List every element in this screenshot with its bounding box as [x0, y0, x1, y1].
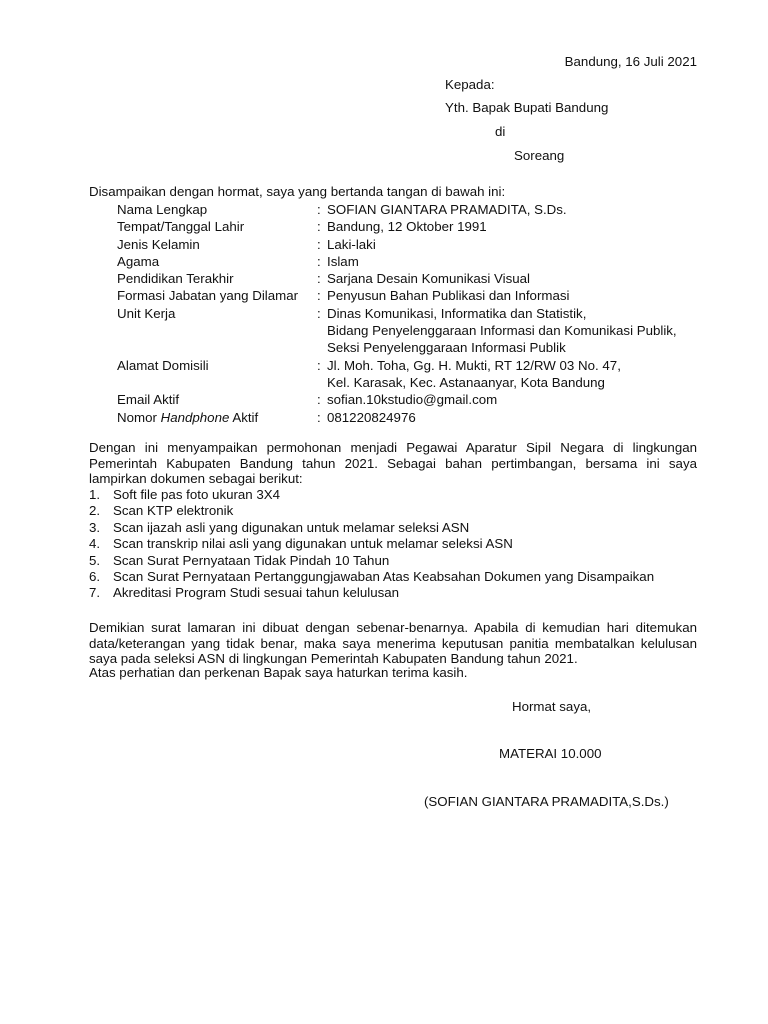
identity-colon: : [317, 219, 321, 235]
identity-row-work-unit [117, 305, 717, 357]
list-item [89, 552, 709, 568]
statement-paragraph: Demikian surat lamaran ini dibuat dengan sebenar-benarnya. Apabila di kemudian hari ditemukan data/keterangan yang tidak benar, maka saya menerima keputusan panitia membatalkan kelulusan saya pada seleksi ASN di lingkungan Pemerintah Kabupaten Bandung tahun 2021. [89, 620, 697, 666]
identity-label: Formasi Jabatan yang Dilamar [117, 288, 299, 304]
identity-value: Seksi Penyelenggaraan Informasi Publik [327, 340, 566, 356]
identity-colon: : [317, 271, 321, 287]
identity-label-prefix: Nomor [117, 409, 161, 425]
recipient-name: Yth. Bapak Bupati Bandung [445, 100, 609, 115]
identity-value-group [327, 305, 717, 357]
identity-label-suffix: Aktif [229, 409, 259, 425]
identity-value: Jl. Moh. Toha, Gg. H. Mukti, RT 12/RW 03 No. 47, [327, 357, 621, 373]
list-item [89, 568, 709, 584]
identity-row-education [117, 270, 717, 287]
identity-label [117, 409, 317, 426]
identity-value: sofian.10kstudio@gmail.com [327, 392, 498, 408]
identity-row-position [117, 287, 717, 304]
list-item [89, 486, 709, 502]
signer-name: (SOFIAN GIANTARA PRAMADITA,S.Ds.) [424, 794, 669, 809]
list-item [89, 519, 709, 535]
identity-label: Jenis Kelamin [117, 236, 200, 252]
list-item-number: 7. [89, 585, 101, 601]
list-item-number: 5. [89, 552, 101, 568]
identity-row-address [117, 357, 717, 392]
stamp-duty-label: MATERAI 10.000 [499, 746, 602, 761]
identity-label: Nama Lengkap [117, 202, 208, 217]
list-item-text: Scan transkrip nilai asli yang digunakan untuk melamar seleksi ASN [113, 536, 513, 552]
identity-value: Bandung, 12 Oktober 1991 [327, 219, 487, 235]
identity-value: SOFIAN GIANTARA PRAMADITA, S.Ds. [327, 202, 567, 217]
list-item-text: Scan ijazah asli yang digunakan untuk melamar seleksi ASN [113, 519, 470, 535]
identity-value: Dinas Komunikasi, Informatika dan Statistik, [327, 305, 587, 321]
identity-label: Unit Kerja [117, 305, 176, 321]
identity-row-gender [117, 236, 717, 253]
list-item-number: 1. [89, 487, 101, 502]
recipient-place: Soreang [514, 148, 565, 163]
identity-colon: : [317, 357, 321, 373]
closing-text: Atas perhatian dan perkenan Bapak saya haturkan terima kasih. [89, 665, 468, 680]
list-item-number: 2. [89, 503, 101, 519]
list-item-number: 6. [89, 568, 101, 584]
list-item [89, 502, 709, 518]
identity-value: Penyusun Bahan Publikasi dan Informasi [327, 288, 570, 304]
list-item-text: Scan Surat Pernyataan Tidak Pindah 10 Tahun [113, 552, 390, 568]
identity-label: Alamat Domisili [117, 357, 209, 373]
identity-label: Email Aktif [117, 392, 180, 408]
identity-value: Laki-laki [327, 236, 376, 252]
addressee-label: Kepada: [445, 77, 495, 92]
intro-text: Disampaikan dengan hormat, saya yang bertanda tangan di bawah ini: [89, 184, 506, 199]
identity-value: Sarjana Desain Komunikasi Visual [327, 271, 531, 287]
identity-value: Kel. Karasak, Kec. Astanaanyar, Kota Bandung [327, 374, 605, 390]
request-paragraph: Dengan ini menyampaikan permohonan menjadi Pegawai Aparatur Sipil Negara di lingkungan Pemerintah Kabupaten Bandung tahun 2021. Sebagai bahan pertimbangan, bersama ini saya lampirkan dokumen sebagai berikut: [89, 440, 697, 486]
addressee-di: di [495, 124, 506, 139]
signature-greeting: Hormat saya, [512, 699, 592, 714]
identity-label: Agama [117, 253, 160, 269]
identity-colon: : [317, 236, 321, 252]
list-item [89, 584, 709, 600]
identity-value: Bidang Penyelenggaraan Informasi dan Komunikasi Publik, [327, 323, 677, 339]
identity-value: 081220824976 [327, 409, 416, 425]
identity-colon: : [317, 392, 321, 408]
identity-label: Tempat/Tanggal Lahir [117, 219, 245, 235]
list-item-number: 4. [89, 536, 101, 552]
list-item-text: Scan KTP elektronik [113, 503, 234, 519]
identity-row-phone [117, 409, 717, 426]
identity-colon: : [317, 253, 321, 269]
attachment-list [89, 486, 709, 601]
identity-value-group [327, 357, 717, 392]
letter-date: Bandung, 16 Juli 2021 [564, 54, 697, 69]
identity-colon: : [317, 305, 321, 321]
identity-label: Pendidikan Terakhir [117, 271, 234, 287]
list-item-text: Soft file pas foto ukuran 3X4 [113, 487, 281, 502]
identity-row-birth [117, 218, 717, 235]
identity-value: Islam [327, 253, 359, 269]
identity-row-email [117, 391, 717, 408]
identity-table [117, 201, 717, 426]
identity-row-name [117, 201, 717, 218]
identity-colon: : [317, 288, 321, 304]
list-item [89, 535, 709, 551]
list-item-number: 3. [89, 519, 101, 535]
identity-colon: : [317, 409, 321, 425]
identity-label-italic: Handphone [160, 409, 230, 425]
list-item-text: Akreditasi Program Studi sesuai tahun kelulusan [113, 585, 400, 601]
identity-row-religion [117, 253, 717, 270]
identity-colon: : [317, 202, 321, 217]
list-item-text: Scan Surat Pernyataan Pertanggungjawaban Atas Keabsahan Dokumen yang Disampaikan [113, 568, 655, 584]
